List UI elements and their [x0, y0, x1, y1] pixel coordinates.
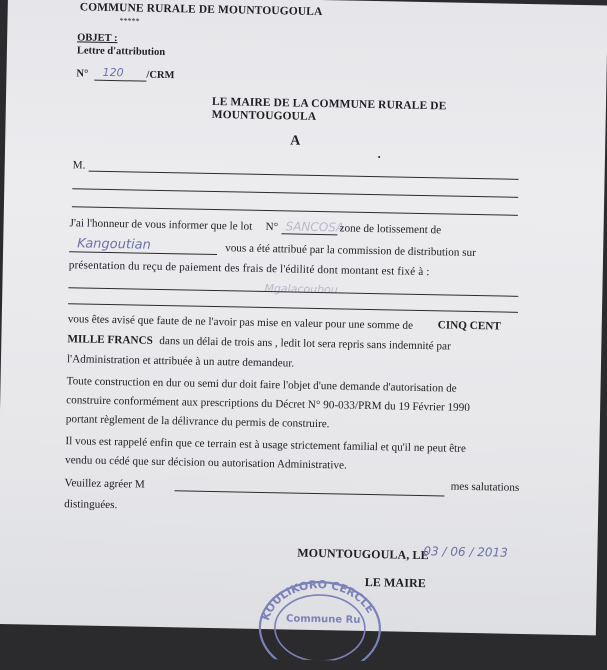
- commune-header: COMMUNE RURALE DE MOUNTOUGOULA: [79, 1, 323, 19]
- objet-value: Lettre d'attribution: [76, 45, 166, 59]
- stamp-top-text: KOULIKORO CERCLE: [258, 577, 377, 623]
- p1-start: J'ai l'honneur de vous informer que le lot: [69, 217, 253, 233]
- numero-handwritten: 120: [102, 65, 124, 80]
- stamp-inner-text: Commune Ru: [285, 613, 361, 626]
- numero-prefix: N°: [76, 68, 89, 80]
- numero-suffix: /CRM: [146, 69, 175, 82]
- recipient-line-1: [89, 171, 519, 180]
- p1-cont: vous a été attribué par la commission de distribution sur: [225, 242, 476, 260]
- numero-line: [94, 80, 146, 82]
- p2-line1-b: CINQ CENT: [437, 319, 501, 333]
- recipient-line-3: [72, 206, 518, 216]
- p4-line1: Il vous est rappelé enfin que ce terrain est à usage strictement familial et qu'il ne peut être: [65, 435, 467, 455]
- p4-line2: vendu ou cédé que sur décision ou autorisation Administrative.: [64, 454, 347, 472]
- recipient-label: M.: [72, 159, 86, 172]
- objet-label: OBJET :: [77, 32, 118, 45]
- p3-line1: Toute construction en dur ou semi dur doit faire l'objet d'une demande d'autorisation de: [66, 375, 457, 395]
- title-line1: LE MAIRE DE LA COMMUNE RURALE DE: [211, 95, 447, 113]
- amount-handwritten: Mgalacoubou: [264, 281, 338, 297]
- p2-line2-b: dans un délai de trois ans , ledit lot sera repris sans indemnité par: [159, 334, 451, 353]
- title-a: A: [290, 133, 301, 149]
- closing-line: [174, 490, 444, 496]
- place-date-label: MOUNTOUGOULA, LE: [297, 545, 429, 563]
- dot-mark: ▪: [377, 153, 381, 162]
- place-handwritten: Kangoutian: [77, 236, 151, 253]
- recipient-line-2: [72, 188, 518, 198]
- p3-line3: portant règlement de la délivrance du permis de construire.: [65, 413, 330, 431]
- closing-end: mes salutations: [450, 480, 520, 494]
- place-line: [69, 251, 217, 255]
- header-stars: *****: [119, 16, 140, 26]
- p1-line3: présentation du reçu de paiement des frais de l'édilité dont montant est fixé à :: [68, 259, 430, 279]
- title-line2: MOUNTOUGOULA: [211, 108, 317, 123]
- closing-start: Veuillez agréer M: [64, 477, 145, 491]
- p3-line2: construire conformément aux prescriptions du Décret N° 90-033/PRM du 19 Février 1990: [66, 394, 470, 414]
- p2-line3: l'Administration et attribuée à un autre demandeur.: [66, 353, 295, 370]
- amount-line-2: [68, 303, 518, 313]
- closing-last: distinguées.: [64, 498, 118, 512]
- p2-line2-a: MILLE FRANCS: [67, 333, 153, 347]
- signatory-label: LE MAIRE: [364, 574, 427, 591]
- official-stamp: [253, 569, 395, 662]
- p2-line1-a: vous êtes avisé que faute de ne l'avoir pas mise en valeur pour une somme de: [67, 313, 414, 332]
- p1-zone: zone de lotissement de: [339, 222, 442, 237]
- lot-prefix: N°: [265, 220, 279, 234]
- date-handwritten: 03 / 06 / 2013: [423, 544, 508, 560]
- stamp-graphic: [253, 569, 395, 662]
- lot-handwritten: SANCOSA: [285, 219, 345, 235]
- lot-line: [281, 233, 337, 235]
